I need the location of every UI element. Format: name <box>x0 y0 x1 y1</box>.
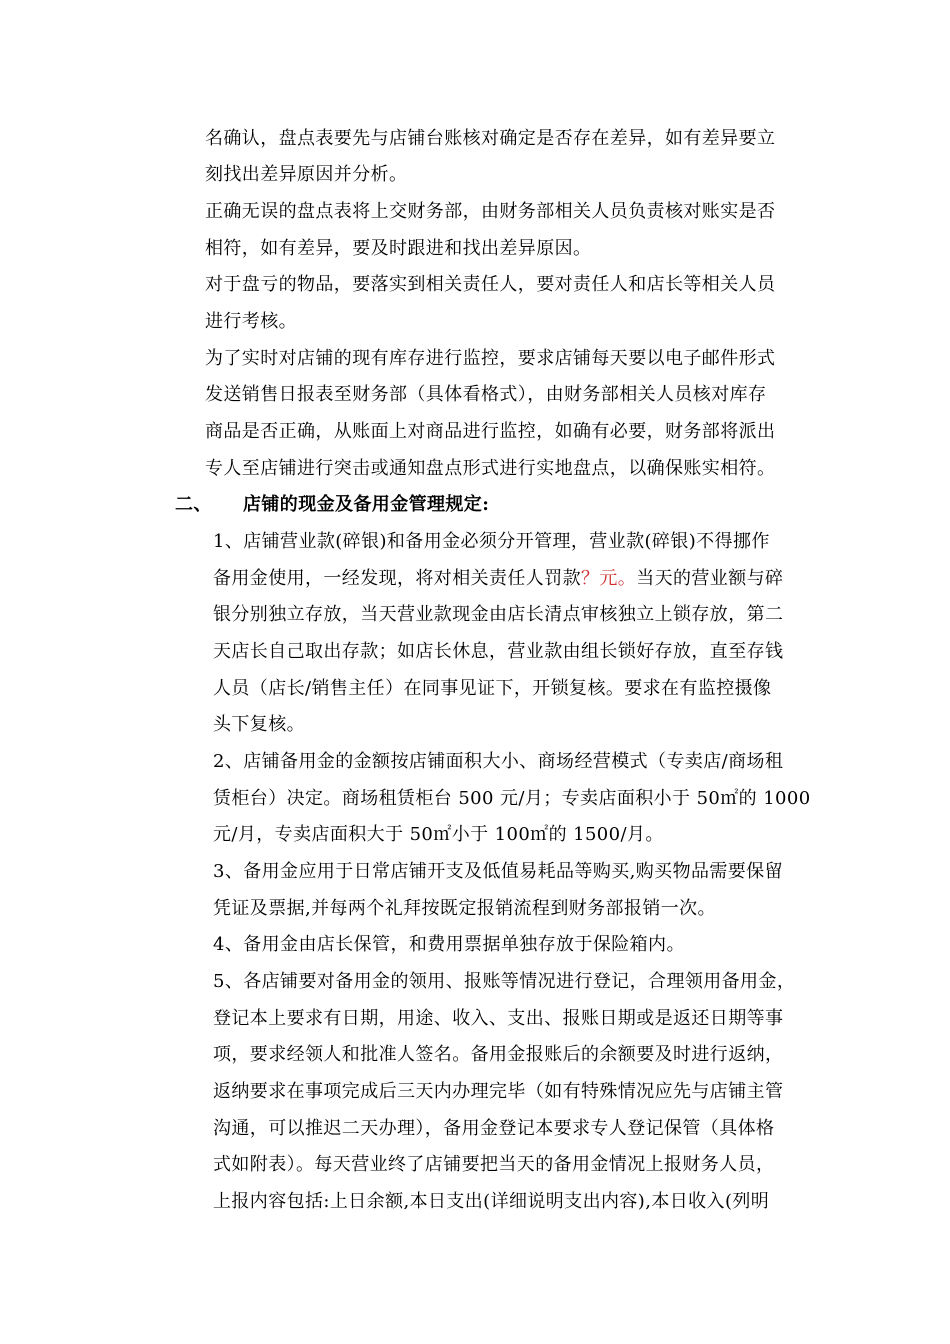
item-1-line: 头下复核。 <box>213 714 305 735</box>
item-3-line: 3、备用金应用于日常店铺开支及低值易耗品等购买,购买物品需要保留 <box>213 861 783 882</box>
item-5-line: 式如附表）。每天营业终了店铺要把当天的备用金情况上报财务人员， <box>213 1154 775 1175</box>
paragraph-line: 商品是否正确，从账面上对商品进行监控，如确有必要，财务部将派出 <box>205 421 776 442</box>
paragraph-line: 对于盘亏的物品，要落实到相关责任人，要对责任人和店长等相关人员 <box>205 274 776 295</box>
item-2-line: 赁柜台）决定。商场租赁柜台 500 元/月；专卖店面积小于 50㎡的 1000 <box>213 788 811 809</box>
paragraph-line: 专人至店铺进行突击或通知盘点形式进行实地盘点，以确保账实相符。 <box>205 458 776 479</box>
section-number: 二、 <box>175 494 212 515</box>
paragraph-line: 刻找出差异原因并分析。 <box>205 164 408 185</box>
paragraph-line: 进行考核。 <box>205 311 297 332</box>
item-5-line: 沟通，可以推迟二天办理），备用金登记本要求专人登记保管（具体格 <box>213 1118 775 1139</box>
item-1-line: 1、店铺营业款(碎银)和备用金必须分开管理，营业款(碎银)不得挪作 <box>213 531 770 552</box>
section-title: 店铺的现金及备用金管理规定: <box>243 494 490 515</box>
item-2-line: 2、店铺备用金的金额按店铺面积大小、商场经营模式（专卖店/商场租 <box>213 751 784 772</box>
item-2-line: 元/月，专卖店面积大于 50㎡小于 100㎡的 1500/月。 <box>213 824 664 845</box>
item-1-text: 当天的营业额与碎 <box>636 568 784 589</box>
paragraph-line: 为了实时对店铺的现有库存进行监控，要求店铺每天要以电子邮件形式 <box>205 348 776 369</box>
item-3-line: 凭证及票据,并每两个礼拜按既定报销流程到财务部报销一次。 <box>213 898 716 919</box>
item-5-line: 登记本上要求有日期，用途、收入、支出、报账日期或是返还日期等事 <box>213 1008 784 1029</box>
item-5-line: 返纳要求在事项完成后三天内办理完毕（如有特殊情况应先与店铺主管 <box>213 1081 784 1102</box>
item-1-line <box>213 567 783 591</box>
paragraph-line: 名确认，盘点表要先与店铺台账核对确定是否存在差异，如有差异要立 <box>205 128 776 149</box>
item-1-text: 备用金使用，一经发现，将对相关责任人罚款 <box>213 568 581 589</box>
item-5-line: 5、各店铺要对备用金的领用、报账等情况进行登记，合理领用备用金， <box>213 971 796 992</box>
item-1-line: 银分别独立存放，当天营业款现金由店长清点审核独立上锁存放，第二 <box>213 604 784 625</box>
item-4-line: 4、备用金由店长保管，和费用票据单独存放于保险箱内。 <box>213 934 685 955</box>
item-5-line: 上报内容包括:上日余额,本日支出(详细说明支出内容),本日收入(列明 <box>213 1191 770 1212</box>
item-5-line: 项，要求经领人和批准人签名。备用金报账后的余额要及时进行返纳， <box>213 1044 784 1065</box>
paragraph-line: 相符，如有差异，要及时跟进和找出差异原因。 <box>205 238 592 259</box>
paragraph-line: 发送销售日报表至财务部（具体看格式），由财务部相关人员核对库存 <box>205 384 767 405</box>
item-1-line: 人员（店长/销售主任）在同事见证下，开锁复核。要求在有监控摄像 <box>213 678 772 699</box>
item-1-line: 天店长自己取出存款；如店长休息，营业款由组长锁好存放，直至存钱 <box>213 641 784 662</box>
paragraph-line: 正确无误的盘点表将上交财务部，由财务部相关人员负责核对账实是否 <box>205 201 776 222</box>
fine-amount-placeholder: ？元。 <box>581 568 637 589</box>
